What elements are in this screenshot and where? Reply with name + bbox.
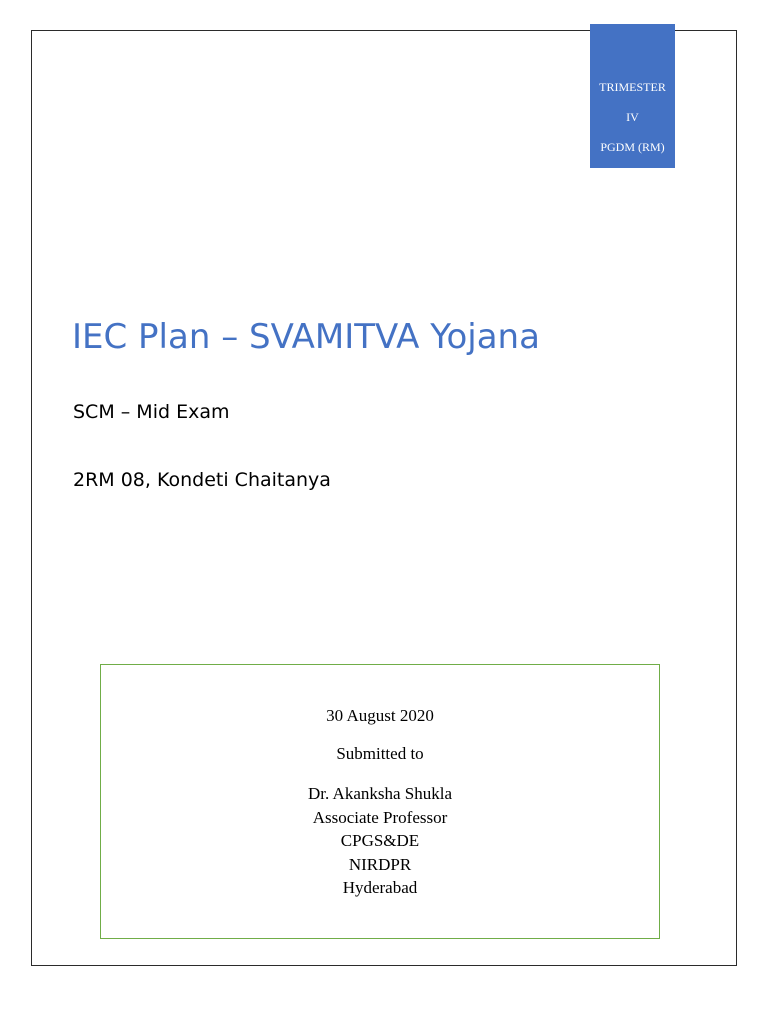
recipient-block [101, 782, 659, 900]
submitted-to-label: Submitted to [336, 744, 424, 763]
recipient-name: Dr. Akanksha Shukla [307, 784, 453, 803]
recipient-department: CPGS&DE [340, 831, 420, 850]
trimester-box [590, 24, 675, 168]
recipient-institute: NIRDPR [348, 854, 412, 874]
trimester-label: TRIMESTER [599, 80, 666, 94]
submission-box [100, 664, 660, 939]
program-label: PGDM (RM) [600, 140, 665, 154]
recipient-designation: Associate Professor [312, 807, 448, 827]
document-title: IEC Plan – SVAMITVA Yojana [72, 317, 540, 357]
document-subtitle: SCM – Mid Exam [73, 401, 230, 423]
submission-date: 30 August 2020 [326, 706, 434, 725]
author-line: 2RM 08, Kondeti Chaitanya [73, 469, 331, 491]
recipient-city: Hyderabad [342, 878, 418, 897]
trimester-number: IV [626, 110, 639, 124]
